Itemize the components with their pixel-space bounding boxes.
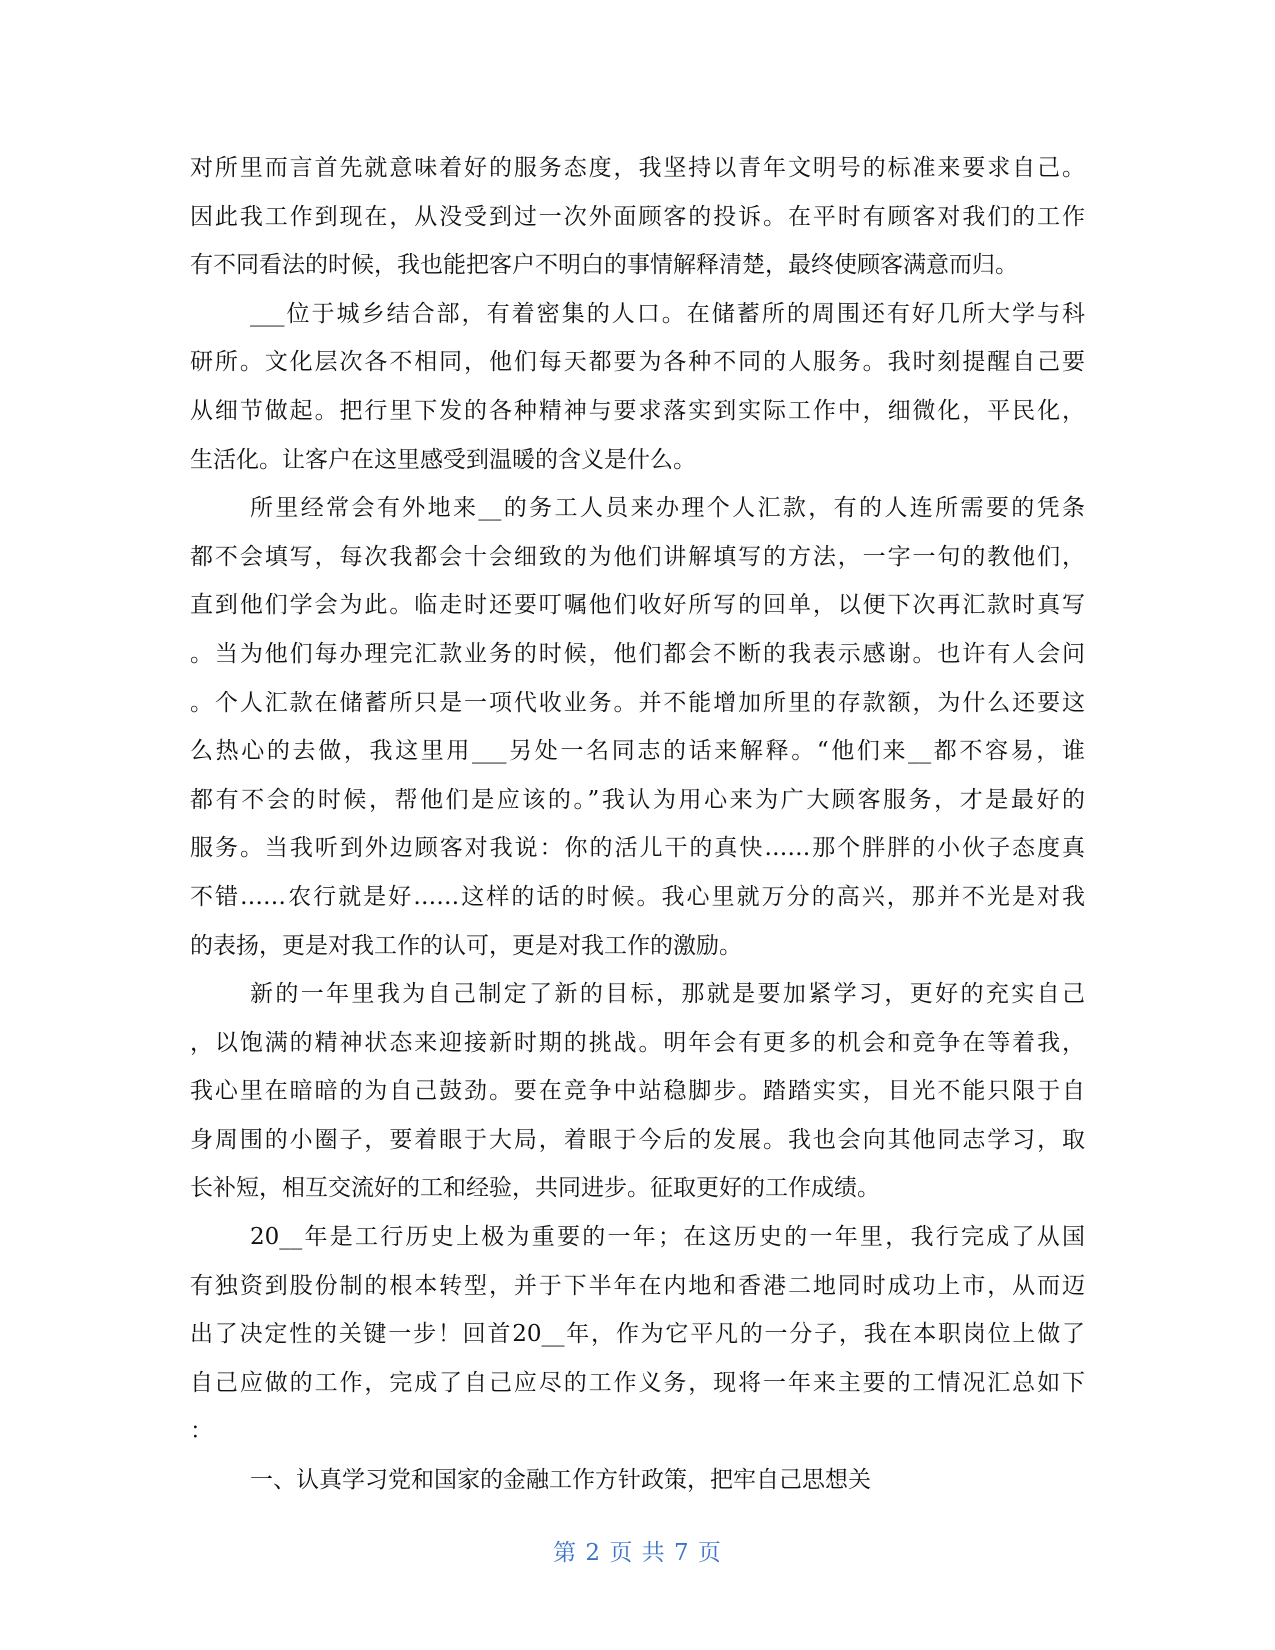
text-line: 直到他们学会为此。临走时还要叮嘱他们收好所写的回单，以便下次再汇款时真写 bbox=[190, 592, 1085, 619]
text-line: 都有不会的时候，帮他们是应该的。”我认为用心来为广大顾客服务，才是最好的 bbox=[190, 786, 1085, 813]
text-line: 么热心的去做，我这里用___另处一名同志的话来解释。“他们来__都不容易，谁 bbox=[190, 738, 1085, 765]
text-line: 研所。文化层次各不相同，他们每天都要为各种不同的人服务。我时刻提醒自己要 bbox=[190, 349, 1085, 376]
text-line: 出了决定性的关键一步！回首20__年，作为它平凡的一分子，我在本职岗位上做了 bbox=[190, 1321, 1085, 1348]
text-line: 从细节做起。把行里下发的各种精神与要求落实到实际工作中，细微化，平民化， bbox=[190, 397, 1085, 424]
text-line: 一、认真学习党和国家的金融工作方针政策，把牢自己思想关 bbox=[250, 1467, 871, 1494]
text-line: 生活化。让客户在这里感受到温暖的含义是什么。 bbox=[190, 446, 696, 473]
text-line: 新的一年里我为自己制定了新的目标，那就是要加紧学习，更好的充实自己 bbox=[250, 981, 1085, 1008]
text-line: 。个人汇款在储蓄所只是一项代收业务。并不能增加所里的存款额，为什么还要这 bbox=[190, 689, 1085, 716]
text-line: 20__年是工行历史上极为重要的一年；在这历史的一年里，我行完成了从国 bbox=[250, 1224, 1085, 1251]
text-line: 都不会填写，每次我都会十会细致的为他们讲解填写的方法，一字一句的教他们， bbox=[190, 543, 1085, 570]
text-line: 因此我工作到现在，从没受到过一次外面顾客的投诉。在平时有顾客对我们的工作 bbox=[190, 203, 1085, 230]
text-line: 服务。当我听到外边顾客对我说：你的活儿干的真快……那个胖胖的小伙子态度真 bbox=[190, 835, 1085, 862]
text-line: 的表扬，更是对我工作的认可，更是对我工作的激励。 bbox=[190, 932, 742, 959]
text-line: ___位于城乡结合部，有着密集的人口。在储蓄所的周围还有好几所大学与科 bbox=[250, 300, 1085, 327]
text-line: 不错……农行就是好……这样的话的时候。我心里就万分的高兴，那并不光是对我 bbox=[190, 883, 1085, 910]
text-line: 我心里在暗暗的为自己鼓劲。要在竞争中站稳脚步。踏踏实实，目光不能只限于自 bbox=[190, 1078, 1085, 1105]
document-body bbox=[190, 144, 1085, 1505]
text-line: 身周围的小圈子，要着眼于大局，着眼于今后的发展。我也会向其他同志学习，取 bbox=[190, 1126, 1085, 1153]
page-number: 第 2 页 共 7 页 bbox=[553, 1540, 722, 1566]
text-line: 。当为他们每办理完汇款业务的时候，他们都会不断的我表示感谢。也许有人会问 bbox=[190, 640, 1085, 667]
text-line: ，以饱满的精神状态来迎接新时期的挑战。明年会有更多的机会和竞争在等着我， bbox=[190, 1029, 1085, 1056]
text-line: 有独资到股份制的根本转型，并于下半年在内地和香港二地同时成功上市，从而迈 bbox=[190, 1272, 1085, 1299]
text-line: 对所里而言首先就意味着好的服务态度，我坚持以青年文明号的标准来要求自己。 bbox=[190, 155, 1085, 181]
text-line: 所里经常会有外地来__的务工人员来办理个人汇款，有的人连所需要的凭条 bbox=[250, 495, 1085, 522]
text-line: 自己应做的工作，完成了自己应尽的工作义务，现将一年来主要的工情况汇总如下 bbox=[190, 1369, 1085, 1396]
text-line: 有不同看法的时候，我也能把客户不明白的事情解释清楚，最终使顾客满意而归。 bbox=[190, 252, 1018, 279]
text-line: 长补短，相互交流好的工和经验，共同进步。征取更好的工作成绩。 bbox=[190, 1175, 880, 1202]
text-line: ： bbox=[190, 1418, 213, 1445]
